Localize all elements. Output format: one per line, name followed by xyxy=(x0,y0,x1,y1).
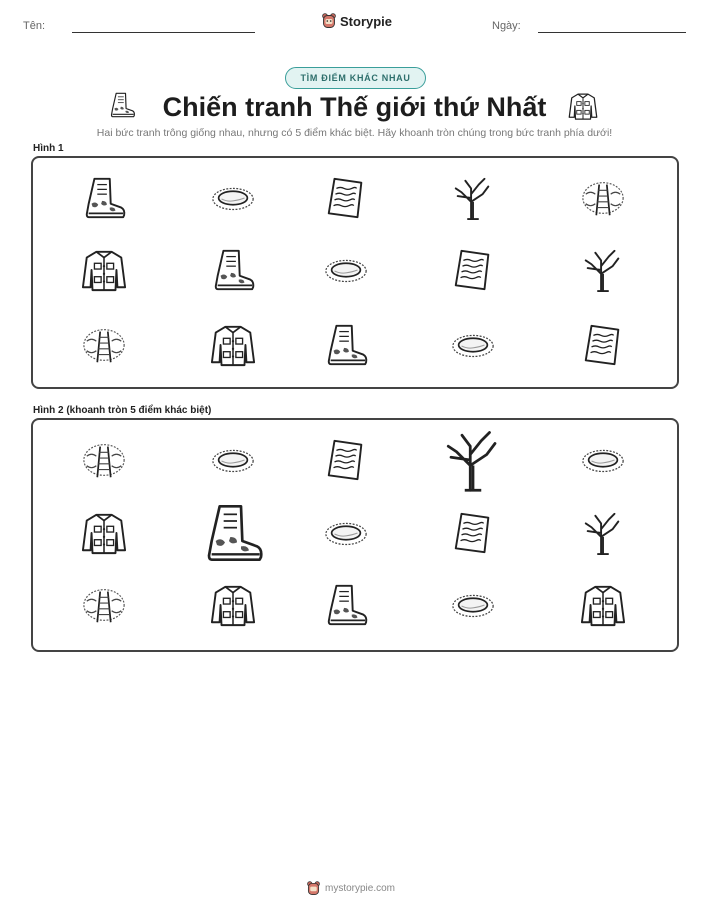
crater-icon[interactable] xyxy=(580,437,626,483)
jacket-icon[interactable] xyxy=(580,582,626,628)
letter-icon[interactable] xyxy=(323,437,369,483)
bear-mascot-icon xyxy=(322,13,336,29)
boot-icon xyxy=(323,322,369,368)
name-line[interactable] xyxy=(72,32,255,33)
trench-icon xyxy=(580,175,626,221)
crater-icon[interactable] xyxy=(450,582,496,628)
trench-icon[interactable] xyxy=(81,582,127,628)
crater-icon xyxy=(210,175,256,221)
bear-mascot-icon xyxy=(307,881,320,896)
jacket-icon[interactable] xyxy=(210,582,256,628)
tree-icon xyxy=(580,247,626,293)
letter-icon xyxy=(450,247,496,293)
trench-icon[interactable] xyxy=(81,437,127,483)
logo-text: Storypie xyxy=(340,13,393,29)
jacket-icon xyxy=(81,247,127,293)
activity-badge: TÌM ĐIỂM KHÁC NHAU xyxy=(285,67,426,89)
boot-icon[interactable] xyxy=(323,582,369,628)
date-label: Ngày: xyxy=(492,20,521,32)
jacket-icon xyxy=(568,91,598,121)
boot-icon xyxy=(210,247,256,293)
boot-icon xyxy=(108,91,136,119)
jacket-icon[interactable] xyxy=(81,510,127,556)
crater-icon xyxy=(450,322,496,368)
page-title: Chiến tranh Thế giới thứ Nhất xyxy=(162,92,547,122)
tree-icon xyxy=(450,175,496,221)
letter-icon xyxy=(323,175,369,221)
boot-icon[interactable] xyxy=(201,501,265,565)
letter-icon xyxy=(580,322,626,368)
crater-icon[interactable] xyxy=(210,437,256,483)
footer xyxy=(307,881,395,896)
panel-1-label: Hình 1 xyxy=(33,143,64,154)
instructions: Hai bức tranh trông giống nhau, nhưng có 5 điểm khác biệt. Hãy khoanh tròn chúng trong bức tranh phía dưới! xyxy=(96,127,613,139)
jacket-icon xyxy=(210,322,256,368)
letter-icon[interactable] xyxy=(450,510,496,556)
crater-icon[interactable] xyxy=(323,510,369,556)
tree-icon[interactable] xyxy=(580,510,626,556)
boot-icon xyxy=(81,175,127,221)
date-line[interactable] xyxy=(538,32,686,33)
tree-icon[interactable] xyxy=(440,427,506,493)
trench-icon xyxy=(81,322,127,368)
footer-site[interactable]: mystorypie.com xyxy=(325,883,396,894)
name-label: Tên: xyxy=(23,20,46,32)
storypie-logo xyxy=(322,13,392,29)
crater-icon xyxy=(323,247,369,293)
panel-2-label: Hình 2 (khoanh tròn 5 điểm khác biệt) xyxy=(33,405,212,416)
